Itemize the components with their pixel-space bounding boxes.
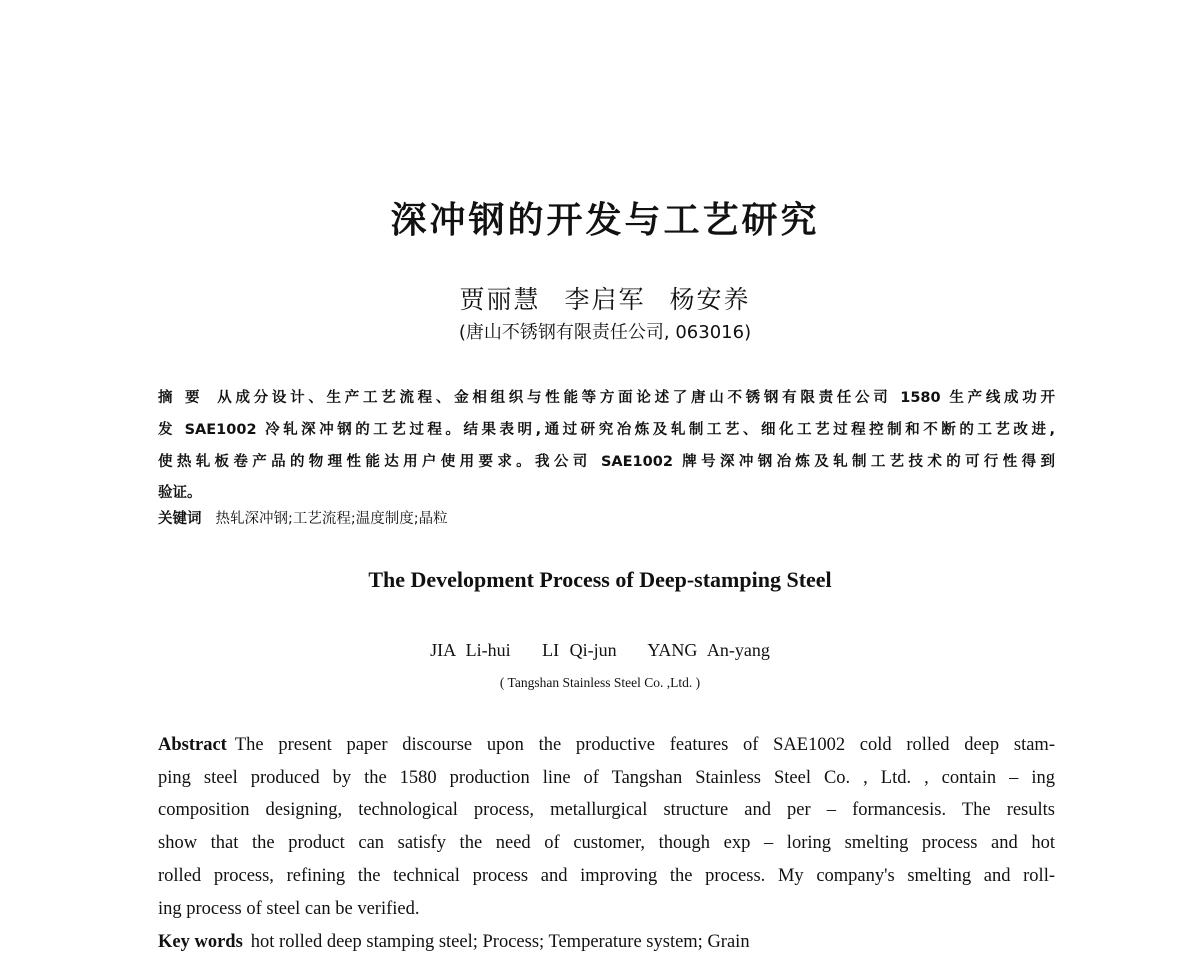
abstract-en-line bbox=[158, 735, 1055, 756]
paper-title-en: The Development Process of Deep-stamping Steel bbox=[368, 567, 832, 592]
affiliation-cn: (唐山不锈钢有限责任公司, 063016) bbox=[458, 322, 752, 343]
abstract-cn-label: 摘 要 bbox=[158, 390, 204, 406]
abstract-cn-line: 发 SAE1002 冷轧深冲钢的工艺过程。结果表明,通过研究冶炼及轧制工艺、细化工艺过程控制和不断的工艺改进, bbox=[158, 422, 1055, 438]
abstract-en-line: rolled process, refining the technical process and improving the process. My company's smelting and roll- bbox=[158, 866, 1055, 886]
abstract-en-line: composition designing, technological process, metallurgical structure and per – formancesis. The results bbox=[158, 800, 1055, 820]
paper-title-cn: 深冲钢的开发与工艺研究 bbox=[390, 200, 820, 241]
abstract-cn-line: 使热轧板卷产品的物理性能达用户使用要求。我公司 SAE1002 牌号深冲钢冶炼及轧制工艺技术的可行性得到 bbox=[158, 454, 1055, 470]
affiliation-en: ( Tangshan Stainless Steel Co. ,Ltd. ) bbox=[499, 675, 701, 690]
keywords-cn-text: 热轧深冲钢;工艺流程;温度制度;晶粒 bbox=[215, 511, 448, 527]
abstract-en-text: The present paper discourse upon the productive features of SAE1002 cold rolled deep stam- bbox=[234, 735, 1055, 755]
abstract-cn-line bbox=[158, 386, 1055, 407]
abstract-en-line: show that the product can satisfy the need of customer, though exp – loring smelting process and hot bbox=[158, 833, 1055, 853]
authors-cn: 贾丽慧 李启军 杨安养 bbox=[459, 285, 751, 314]
abstract-en-line: ing process of steel can be verified. bbox=[158, 899, 420, 919]
keywords-cn bbox=[158, 507, 1055, 528]
abstract-en-line: ping steel produced by the 1580 production line of Tangshan Stainless Steel Co. , Ltd. , contain – ing bbox=[158, 768, 1055, 788]
keywords-en-text: hot rolled deep stamping steel; Process; Temperature system; Grain bbox=[250, 932, 750, 952]
keywords-en-label: Key words bbox=[158, 932, 243, 952]
authors-en: JIA Li-hui LI Qi-jun YANG An-yang bbox=[430, 640, 770, 660]
abstract-cn-line: 验证。 bbox=[158, 485, 202, 501]
abstract-en-label: Abstract bbox=[158, 735, 227, 755]
abstract-cn-text: 从成分设计、生产工艺流程、金相组织与性能等方面论述了唐山不锈钢有限责任公司 1580 生产线成功开 bbox=[217, 390, 1055, 406]
keywords-cn-label: 关键词 bbox=[158, 511, 202, 527]
